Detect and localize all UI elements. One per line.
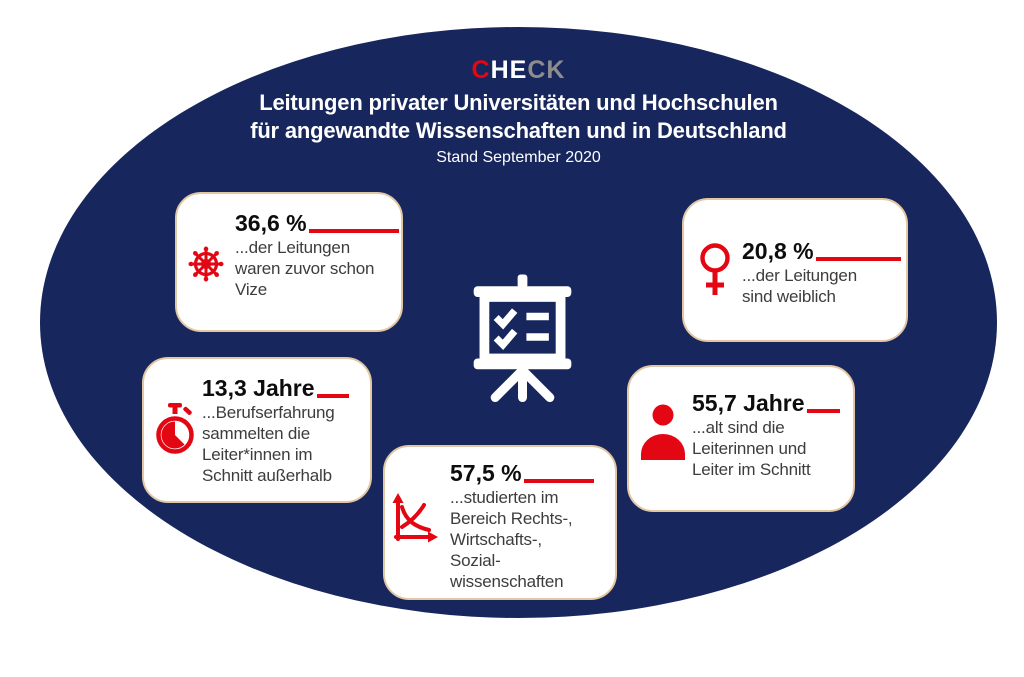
- presentation-board-icon: [460, 272, 585, 407]
- stat-card-content: [450, 447, 615, 592]
- stat-card-berufserfahrung: [142, 357, 372, 503]
- stat-value-row: [202, 375, 370, 402]
- title-line-2: für angewandte Wissenschaften und in Deutschland: [250, 118, 787, 143]
- header: [40, 56, 997, 167]
- stat-card-alter: [627, 365, 855, 512]
- stat-card-content: [202, 359, 370, 486]
- red-underline: [309, 229, 399, 233]
- check-logo: [40, 56, 997, 84]
- stat-text-line: Leiter*innen im: [202, 445, 313, 464]
- logo-part-red: C: [471, 56, 491, 84]
- ship-wheel-icon: [182, 240, 230, 293]
- stat-text-line: sind weiblich: [742, 287, 836, 306]
- stat-card-content: [692, 367, 853, 480]
- stat-card-content: [742, 200, 906, 307]
- stat-card-vize: [175, 192, 403, 332]
- title-line-1: Leitungen privater Universitäten und Hochschulen: [259, 90, 778, 115]
- stat-text-line: Vize: [235, 280, 267, 299]
- stat-text-line: Leiter im Schnitt: [692, 460, 811, 479]
- stat-card-content: [235, 194, 401, 300]
- stat-text-line: Leiterinnen und: [692, 439, 807, 458]
- stat-text-line: Schnitt außerhalb: [202, 466, 332, 485]
- stat-value: 55,7 Jahre: [692, 390, 805, 416]
- stat-text-line: ...alt sind die: [692, 418, 785, 437]
- stat-value: 36,6 %: [235, 210, 307, 236]
- subtitle-date: Stand September 2020: [436, 149, 601, 166]
- female-symbol-icon: [695, 242, 735, 305]
- stat-text-line: ...der Leitungen: [742, 266, 857, 285]
- stat-text-line: sammelten die: [202, 424, 310, 443]
- red-underline: [807, 409, 840, 413]
- stopwatch-icon: [150, 401, 200, 464]
- stat-text-line: ...der Leitungen: [235, 238, 350, 257]
- stat-card-studium: [383, 445, 617, 600]
- stat-text-line: Sozial-: [450, 551, 501, 570]
- logo-part-white: HE: [490, 56, 528, 84]
- stat-value: 13,3 Jahre: [202, 375, 315, 401]
- page-title: [40, 89, 997, 145]
- supply-demand-chart-icon: [388, 491, 440, 554]
- red-underline: [317, 394, 349, 398]
- stat-card-weiblich: [682, 198, 908, 342]
- stat-value-row: [692, 390, 853, 417]
- red-underline: [524, 479, 594, 483]
- stat-value-row: [742, 238, 906, 265]
- logo-part-gray: CK: [527, 56, 566, 84]
- stat-value: 20,8 %: [742, 238, 814, 264]
- red-underline: [816, 257, 901, 261]
- stat-text-line: Wirtschafts-,: [450, 530, 542, 549]
- stat-text-line: ...studierten im: [450, 488, 559, 507]
- stat-text-line: Bereich Rechts-,: [450, 509, 573, 528]
- stat-value-row: [450, 460, 615, 487]
- stat-text-line: wissenschaften: [450, 572, 564, 591]
- stat-value: 57,5 %: [450, 460, 522, 486]
- stat-text-line: ...Berufserfahrung: [202, 403, 335, 422]
- stat-value-row: [235, 210, 401, 237]
- stat-text-line: waren zuvor schon: [235, 259, 375, 278]
- person-icon: [638, 400, 688, 469]
